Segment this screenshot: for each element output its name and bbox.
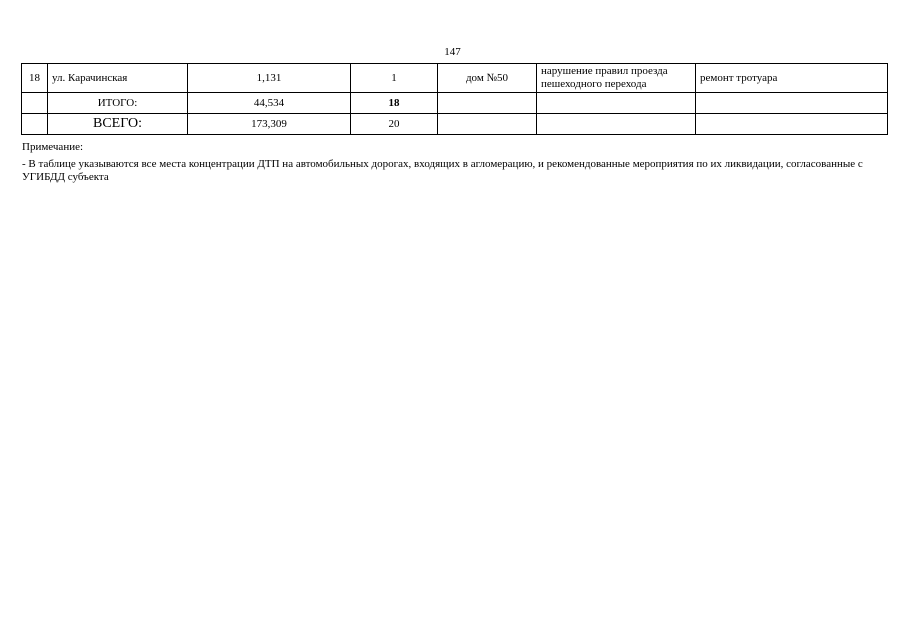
accident-cause: нарушение правил проезда пешеходного перехода <box>537 64 696 93</box>
accident-table <box>21 63 888 135</box>
empty-cell <box>22 93 48 114</box>
accident-place: дом №50 <box>438 64 537 93</box>
note-title: Примечание: <box>22 141 84 153</box>
note-text: - В таблице указываются все места концентрации ДТП на автомобильных дорогах, входящих в агломерацию, и рекомендованные мероприятия по их ликвидации, согласованные с УГИБДД субъекта <box>22 158 863 183</box>
itogo-length: 44,534 <box>188 93 351 114</box>
itogo-label: ИТОГО: <box>48 93 188 114</box>
street-name: ул. Карачинская <box>48 64 188 93</box>
table-row <box>22 64 888 93</box>
road-length: 1,131 <box>188 64 351 93</box>
vsego-row <box>22 114 888 135</box>
vsego-label: ВСЕГО: <box>48 114 188 135</box>
itogo-count: 18 <box>351 93 438 114</box>
page-number: 147 <box>444 46 461 58</box>
empty-cell <box>438 114 537 135</box>
empty-cell <box>22 114 48 135</box>
row-number: 18 <box>22 64 48 93</box>
recommended-measures: ремонт тротуара <box>696 64 888 93</box>
empty-cell <box>537 114 696 135</box>
vsego-count: 20 <box>351 114 438 135</box>
empty-cell <box>696 114 888 135</box>
itogo-row <box>22 93 888 114</box>
accident-count: 1 <box>351 64 438 93</box>
empty-cell <box>537 93 696 114</box>
vsego-length: 173,309 <box>188 114 351 135</box>
empty-cell <box>696 93 888 114</box>
empty-cell <box>438 93 537 114</box>
